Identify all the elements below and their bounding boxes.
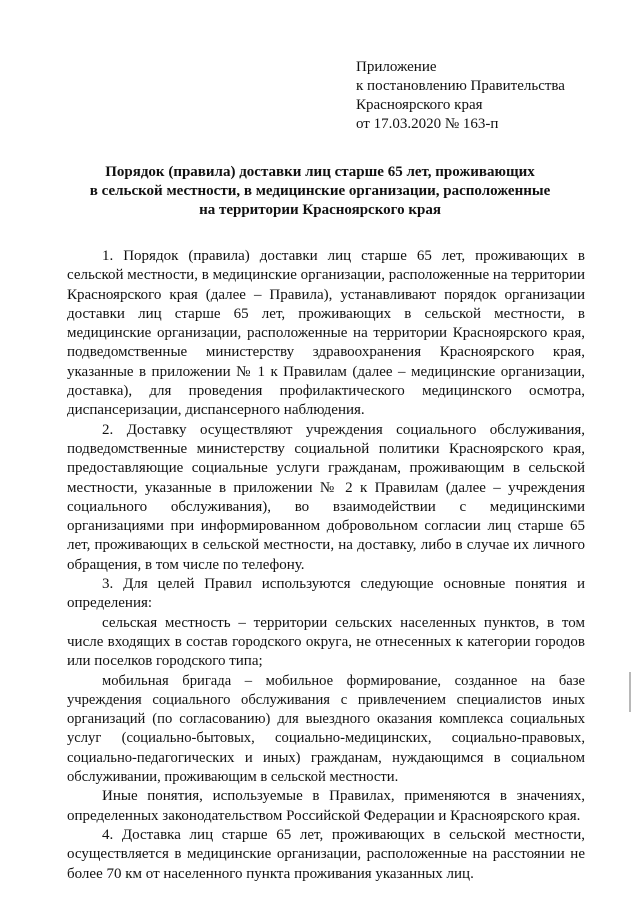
appendix-line-3: Красноярского края [356, 97, 483, 113]
title-line-1: Порядок (правила) доставки лиц старше 65 лет, проживающих [105, 164, 535, 180]
document-body [67, 247, 585, 884]
paragraph-6: Иные понятия, используемые в Правилах, применяются в значениях, определенных законодательством Российской Федерации и Красноярского края. [67, 788, 585, 824]
paragraph-4-definition-rural: сельская местность – территории сельских населенных пунктов, в том числе входящих в состав городского округа, не отнесенных к категории городов или поселков городского типа; [67, 614, 585, 670]
document-title [60, 163, 580, 220]
paragraph-7: 4. Доставка лиц старше 65 лет, проживающих в сельской местности, осуществляется в медицинские организации, расположенные на расстоянии не более 70 км от населенного пункта проживания указанных лиц. [67, 826, 585, 882]
paragraph-2: 2. Доставку осуществляют учреждения социального обслуживания, подведомственные министерству социальной политики Красноярского края, предоставляющие социальные услуги гражданам, проживающим в сельской местности, указанные в приложении № 2 к Правилам (далее – учреждения социального обслуживания), во взаимодействии с медицинскими организациями при информированном добровольном согласии лиц старше 65 лет, проживающих в сельской местности, на доставку, либо в случае их личного обращения, в том числе по телефону. [67, 421, 585, 573]
appendix-line-1: Приложение [356, 59, 437, 75]
title-line-2: в сельской местности, в медицинские организации, расположенные [89, 183, 551, 199]
paragraph-5-definition-mobile-team: мобильная бригада – мобильное формирование, созданное на базе учреждения социального обслуживания с привлечением специалистов иных организаций (по согласованию) для выездного оказания комплекса социальных услуг (социально-бытовых, социально-медицинских, социально-правовых, социально-педагогических и иных) гражданам, нуждающимся в социальном обслуживании, проживающим в сельской местности. [67, 672, 585, 786]
appendix-line-4: от 17.03.2020 № 163-п [356, 116, 499, 132]
paragraph-1: 1. Порядок (правила) доставки лиц старше 65 лет, проживающих в сельской местности, в медицинские организации, расположенные на территории Красноярского края (далее – Правила), устанавливают порядок организации доставки лиц старше 65 лет, проживающих в сельской местности, в медицинские организации, расположенные на территории Красноярского края, подведомственные министерству здравоохранения Красноярского края, указанные в приложении № 1 к Правилам (далее – медицинские организации, доставка), для проведения профилактического медицинского осмотра, диспансеризации, диспансерного наблюдения. [67, 248, 585, 419]
appendix-block [356, 58, 565, 134]
title-line-3: на территории Красноярского края [199, 202, 441, 218]
paragraph-3: 3. Для целей Правил используются следующие основные понятия и определения: [67, 576, 585, 612]
appendix-line-2: к постановлению Правительства [356, 78, 565, 94]
scan-edge-mark [629, 672, 631, 712]
